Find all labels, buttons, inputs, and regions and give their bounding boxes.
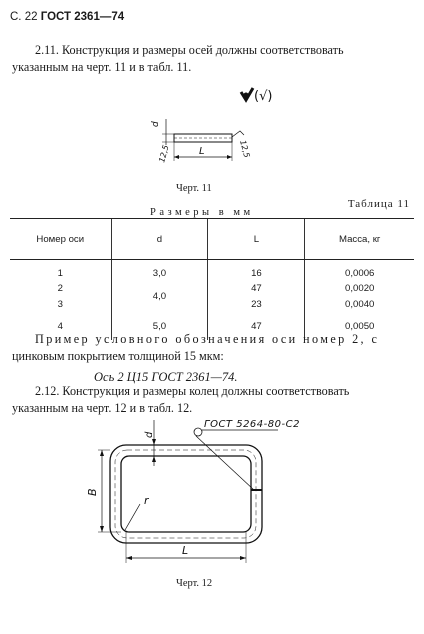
cell-L: 47 xyxy=(208,280,305,296)
roughness-paren-mark: (√) xyxy=(254,89,273,104)
dim-d-label: d xyxy=(144,431,155,438)
col-header-number: Номер оси xyxy=(10,219,111,260)
cell-d: 3,0 xyxy=(111,260,208,281)
pin-body xyxy=(174,134,232,142)
cell-d: 4,0 xyxy=(111,280,208,312)
ring-inner xyxy=(121,456,251,532)
section-2-11-line2: указанным на черт. 11 и в табл. 11. xyxy=(12,60,192,74)
dim-B-label: B xyxy=(86,488,99,496)
ring-outer xyxy=(110,445,262,543)
gost-weld-reference: ГОСТ 5264-80-С2 xyxy=(204,419,300,430)
cell-mass: 0,0040 xyxy=(305,296,414,312)
page-number: С. 22 xyxy=(10,11,38,23)
example-line1: Пример условного обозначения оси номер 2, с xyxy=(35,332,380,346)
cell-L: 16 xyxy=(208,260,305,281)
cell-mass: 0,0006 xyxy=(305,260,414,281)
cell-d: 5,0 xyxy=(111,312,208,340)
dim-d-label: d xyxy=(151,121,161,127)
roughness-symbol xyxy=(240,86,280,108)
cell-num: 2 xyxy=(57,282,63,294)
dim-12-5-left: 12,5 xyxy=(157,143,171,164)
dim-L-label: L xyxy=(199,146,205,157)
dim-r-label: r xyxy=(144,494,149,507)
table-row xyxy=(10,260,414,281)
col-header-L: L xyxy=(208,219,305,260)
table-11-units: Размеры в мм xyxy=(150,207,254,218)
col-header-mass: Масса, кг xyxy=(305,219,414,260)
table-11-title: Таблица 11 xyxy=(347,198,410,210)
table-11 xyxy=(10,218,414,340)
table-row xyxy=(10,296,414,312)
example-designation: Ось 2 Ц15 ГОСТ 2361—74. xyxy=(94,370,238,384)
cell-num: 3 xyxy=(57,298,63,310)
section-2-12-line2: указанным на черт. 12 и в табл. 12. xyxy=(12,401,193,415)
dim-L-label: L xyxy=(182,544,189,557)
drawing-11-caption: Черт. 11 xyxy=(176,183,212,194)
example-line2: цинковым покрытием толщиной 15 мкм: xyxy=(12,349,224,363)
cell-L: 47 xyxy=(208,312,305,340)
drawing-12-caption: Черт. 12 xyxy=(176,578,213,589)
col-header-d: d xyxy=(111,219,208,260)
page-header xyxy=(10,11,124,23)
cell-num: 4 xyxy=(57,320,63,332)
drawing-11 xyxy=(152,115,262,165)
section-2-11-line1: 2.11. Конструкция и размеры осей должны соответствовать xyxy=(35,43,344,57)
cell-L: 23 xyxy=(208,296,305,312)
table-row xyxy=(10,280,414,296)
section-2-12-line1: 2.12. Конструкция и размеры колец должны соответствовать xyxy=(35,384,350,398)
cell-mass: 0,0050 xyxy=(305,312,414,340)
standard-number: ГОСТ 2361—74 xyxy=(40,11,125,23)
dim-12-5-right: 12,5 xyxy=(238,139,252,159)
cell-mass: 0,0020 xyxy=(305,280,414,296)
cell-num: 1 xyxy=(57,267,63,279)
drawing-12 xyxy=(88,420,308,570)
